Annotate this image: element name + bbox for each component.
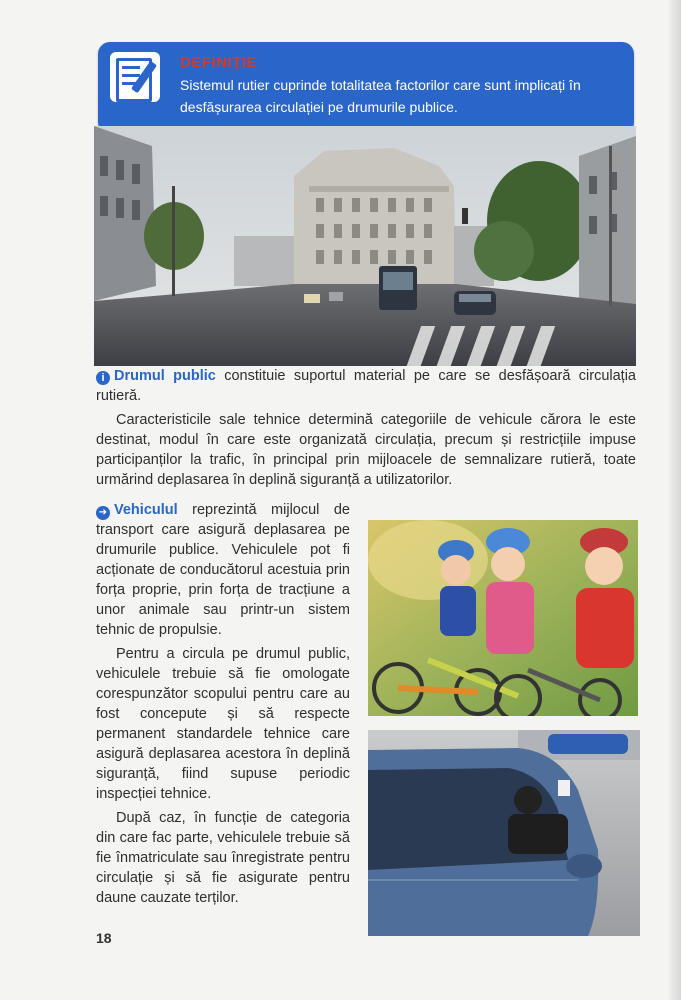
- vehiculul-paragraph: [96, 500, 350, 640]
- street-photo: [94, 126, 636, 366]
- document-pen-icon: [110, 52, 160, 102]
- vehiculul-term: Vehiculul: [114, 502, 178, 518]
- drum-public-term: Drumul public: [114, 368, 216, 384]
- info-icon: i: [96, 371, 110, 385]
- definition-box: [98, 42, 634, 134]
- page-number: 18: [96, 930, 112, 946]
- children-cycling-photo: [368, 520, 638, 716]
- dupa-caz-paragraph: După caz, în funcție de categoria din care fac parte, vehiculele trebuie să fie înmatriculate sau înregistrate pentru circulație și să fie asigurate pentru daune cauzate terților.: [96, 810, 350, 906]
- drum-public-paragraph: [96, 366, 636, 406]
- definition-title: DEFINIȚIE: [180, 54, 258, 71]
- definition-text: Sistemul rutier cuprinde totalitatea factorilor care sunt implicați în desfășurarea circulației pe drumurile publice.: [180, 77, 581, 115]
- car-driver-photo: [368, 730, 640, 936]
- vehiculul-text: reprezintă mijlocul de transport care asigură deplasarea pe drumurile publice. Vehiculele pot fi acționate de conducătorul acestuia prin forța proprie, prin forța de tracțiune a unor animale sau printr-un sistem tehnic de propulsie.: [96, 502, 350, 638]
- caracteristici-paragraph: Caracteristicile sale tehnice determină categoriile de vehicule cărora le este destinat, modul în care este organizată circulația, precum și restricțiile impuse participanților la trafic, în principal prin mijloacele de semnalizare rutieră, toate urmărind deplasarea în deplină siguranță a utilizatorilor.: [96, 412, 636, 488]
- arrow-right-icon: ➜: [96, 506, 110, 520]
- pentru-a-circula-paragraph: Pentru a circula pe drumul public, vehiculele trebuie să fie omologate corespunzător scopului pentru care au fost concepute și să respecte permanent standardele tehnice care asigură deplasarea acestora în deplină siguranță, fiind supuse periodic inspecției tehnice.: [96, 646, 350, 802]
- page-edge-shadow: [667, 0, 681, 1000]
- drum-public-text: constituie suportul material pe care se desfășoară circulația rutieră.: [96, 368, 636, 404]
